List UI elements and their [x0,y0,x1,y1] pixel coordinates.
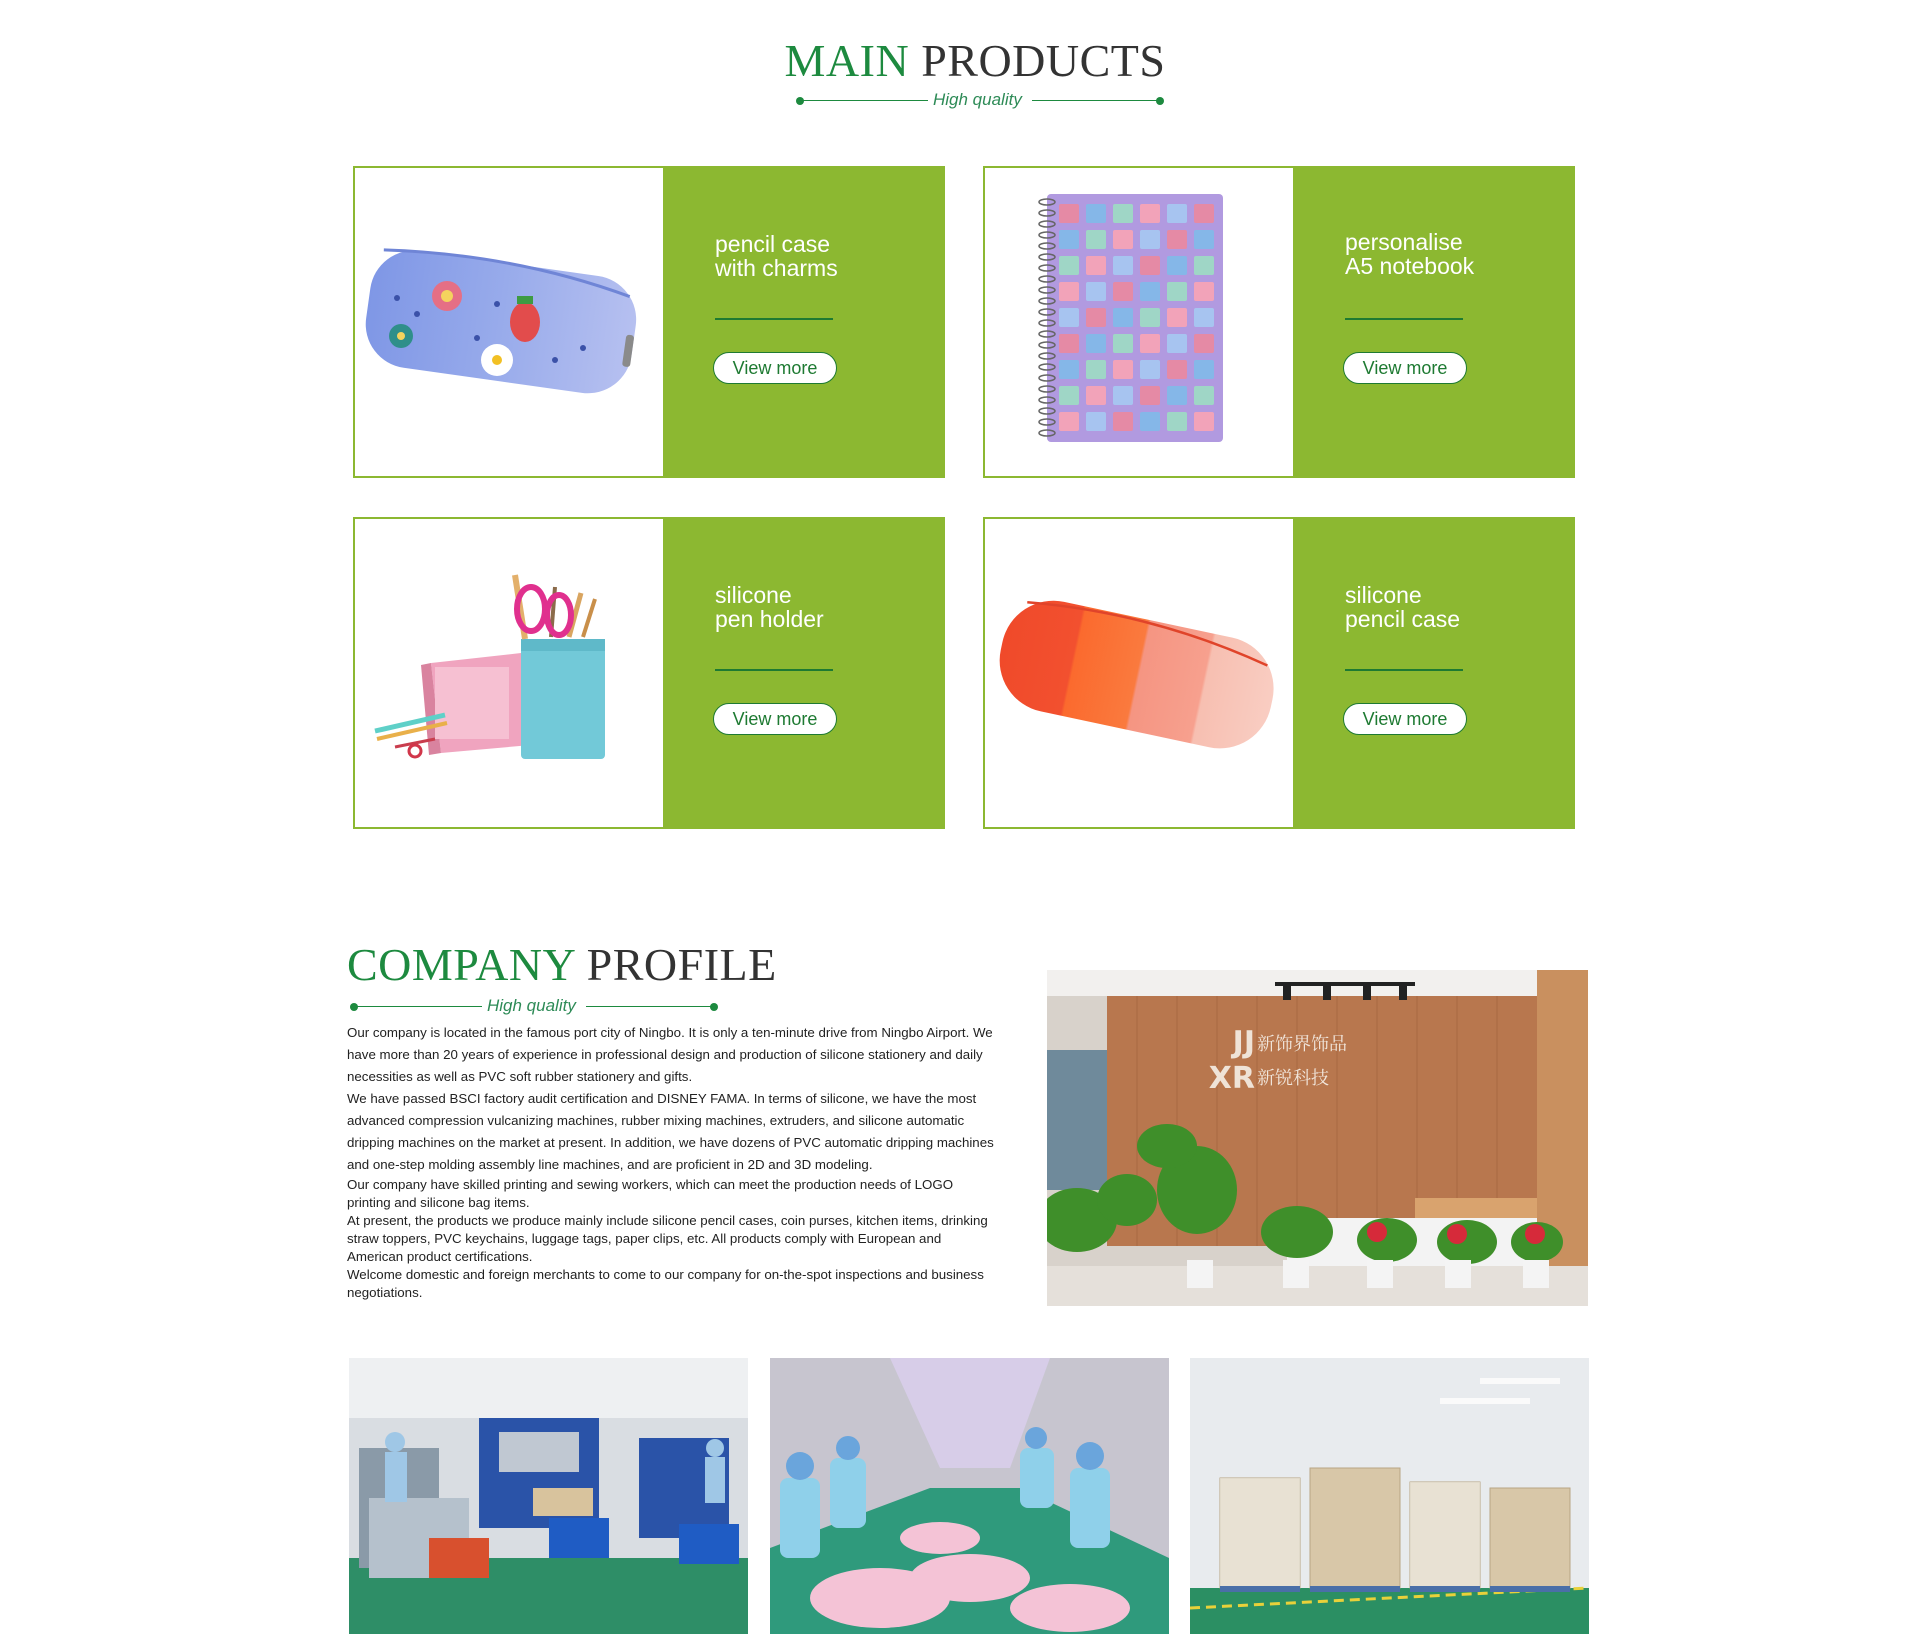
main-products-title [0,35,1920,86]
view-more-button[interactable]: View more [713,703,837,735]
product-name-line1: silicone [1345,582,1422,608]
product-card[interactable] [983,166,1575,478]
svg-text:XR: XR [1208,1061,1255,1096]
profile-paragraph: Our company have skilled printing and sewing workers, which can meet the production needs of LOGO printing and silicone bag items. [347,1177,954,1210]
product-name-line1: personalise [1345,229,1463,255]
product-name [715,583,824,631]
main-products-subtitle: High quality [933,90,1022,109]
product-name-line2: pencil case [1345,606,1461,632]
main-products-title-word1: MAIN [784,35,910,86]
product-name-line2: with charms [715,255,838,281]
company-profile-title-word1: COMPANY [347,939,575,990]
product-name-line1: silicone [715,582,792,608]
company-profile-subtitle: High quality [487,996,576,1015]
divider-dot [796,97,804,105]
divider-dot [350,1003,358,1011]
product-underline [715,318,833,320]
blue-pencil-case-illustration [355,168,663,476]
product-image-a5-notebook[interactable] [985,168,1293,476]
divider-line [802,100,928,101]
office-reception-photo [1047,970,1588,1306]
divider-dot [710,1003,718,1011]
company-profile-title-word2: PROFILE [586,939,777,990]
main-products-divider [796,90,1164,110]
product-card[interactable] [353,517,945,829]
company-profile-text [347,1022,997,1302]
warehouse-illustration [1190,1358,1589,1634]
factory-workers-photo [770,1358,1169,1634]
factory-machines-photo [349,1358,748,1634]
product-card[interactable] [983,517,1575,829]
product-underline [1345,318,1463,320]
pen-holder-illustration [355,519,663,827]
orange-pencil-case-illustration [985,519,1293,827]
office-sign-line1: 新饰界饰品 [1257,1034,1347,1055]
divider-dot [1156,97,1164,105]
product-panel [1293,519,1575,827]
company-profile-title [347,939,777,990]
view-more-button[interactable]: View more [1343,352,1467,384]
profile-paragraph: Our company is located in the famous port city of Ningbo. It is only a ten-minute drive from Ningbo Airport. We have more than 20 years of experience in professional design and production of silicone stationery and daily necessities as well as PVC soft rubber stationery and gifts. [347,1025,993,1084]
product-panel [1293,168,1575,476]
divider-line [586,1006,712,1007]
divider-line [356,1006,482,1007]
divider-line [1032,100,1158,101]
office-sign-line2: 新锐科技 [1257,1068,1329,1089]
main-products-title-word2: PRODUCTS [921,35,1166,86]
product-panel [663,519,945,827]
product-card[interactable] [353,166,945,478]
view-more-button[interactable]: View more [713,352,837,384]
product-underline [715,669,833,671]
product-name-line1: pencil case [715,231,831,257]
product-image-silicone-pencil-case[interactable] [985,519,1293,827]
view-more-button[interactable]: View more [1343,703,1467,735]
profile-paragraph: We have passed BSCI factory audit certification and DISNEY FAMA. In terms of silicone, we have the most advanced compression vulcanizing machines, rubber mixing machines, extruders, and silicone automatic dripping machines on the market at present. In addition, we have dozens of PVC automatic dripping machines and one-step molding assembly line machines, and are proficient in 2D and 3D modeling. [347,1091,994,1172]
product-name-line2: pen holder [715,606,824,632]
profile-paragraph: Welcome domestic and foreign merchants to come to our company for on-the-spot inspections and business negotiations. [347,1267,984,1300]
profile-paragraph: At present, the products we produce mainly include silicone pencil cases, coin purses, kitchen items, drinking straw toppers, PVC keychains, luggage tags, paper clips, etc. All products comply with European and American product certifications. [347,1213,988,1264]
factory-workers-illustration [770,1358,1169,1634]
product-name [1345,583,1460,631]
product-name [1345,230,1474,278]
company-profile-divider [350,996,718,1016]
product-underline [1345,669,1463,671]
product-panel [663,168,945,476]
warehouse-photo [1190,1358,1589,1634]
office-reception-illustration [1047,970,1588,1306]
factory-machines-illustration [349,1358,748,1634]
alphabet-notebook-illustration [985,168,1293,476]
product-image-pen-holder[interactable] [355,519,663,827]
product-name-line2: A5 notebook [1345,253,1475,279]
svg-text:JJ: JJ [1232,1025,1255,1060]
product-image-pencil-case-charms[interactable] [355,168,663,476]
product-name [715,232,838,280]
